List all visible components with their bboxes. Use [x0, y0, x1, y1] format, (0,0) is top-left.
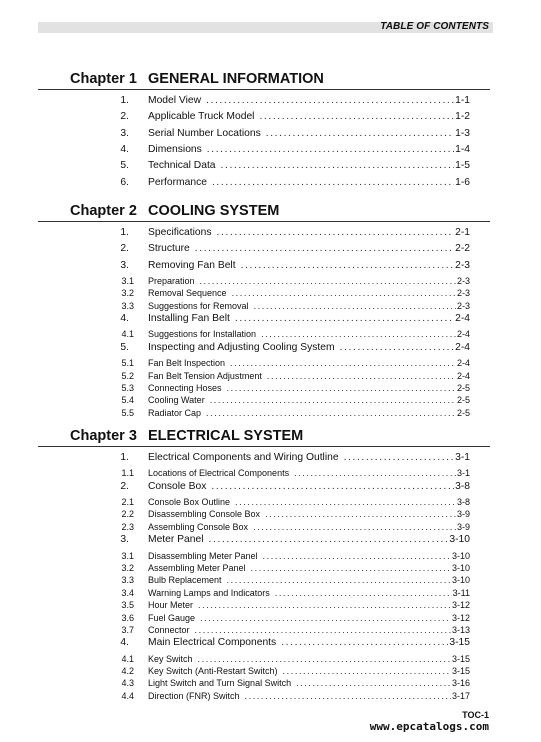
dot-leader	[227, 575, 451, 585]
toc-subentry[interactable]	[0, 600, 541, 612]
entry-number: 4.1	[121, 329, 134, 340]
toc-subentry[interactable]	[0, 329, 541, 341]
toc-subentry[interactable]	[0, 575, 541, 587]
dot-leader	[206, 95, 454, 106]
entry-title: Model View	[148, 95, 202, 106]
dot-leader	[198, 654, 451, 664]
entry-page-number: 2-4	[455, 341, 470, 353]
entry-page-number: 1-3	[455, 127, 470, 139]
entry-title: Specifications	[148, 227, 212, 238]
dot-leader	[261, 329, 456, 339]
chapter-divider	[38, 221, 490, 222]
entry-number: 5.1	[121, 358, 134, 369]
entry-title: Removal Sequence	[148, 288, 227, 299]
entry-number: 5.	[120, 160, 129, 172]
entry-number: 3.	[120, 534, 129, 546]
entry-page-number: 3-1	[455, 452, 470, 463]
entry-page-number: 2-5	[456, 382, 470, 393]
toc-entry[interactable]	[0, 481, 541, 495]
entry-number: 5.3	[121, 382, 134, 393]
entry-number: 3.3	[121, 575, 134, 586]
entry-number: 2.3	[121, 521, 134, 532]
toc-subentry[interactable]	[0, 408, 541, 420]
toc-entry[interactable]	[0, 342, 541, 356]
toc-subentry[interactable]	[0, 678, 541, 690]
entry-number: 2.	[120, 111, 129, 123]
toc-subentry[interactable]	[0, 551, 541, 563]
toc-entry[interactable]	[0, 128, 541, 142]
dot-leader	[275, 588, 452, 598]
page-title: TABLE OF CONTENTS	[380, 21, 489, 32]
entry-page-number: 1-2	[455, 111, 470, 123]
entry-page-number: 1-6	[455, 176, 470, 188]
dot-leader	[206, 408, 456, 418]
entry-page-number: 3-9	[456, 521, 470, 532]
entry-page-number: 2-3	[456, 288, 470, 299]
entry-number: 3.4	[121, 587, 134, 598]
toc-subentry[interactable]	[0, 497, 541, 509]
chapter-divider	[38, 446, 490, 447]
dot-leader	[217, 227, 455, 238]
entry-title: Hour Meter	[148, 600, 194, 611]
chapter-number: Chapter 2	[70, 203, 137, 219]
entry-number: 3.6	[121, 612, 134, 623]
entry-title: Disassembling Meter Panel	[148, 550, 258, 561]
entry-page-number: 3-12	[451, 612, 470, 623]
toc-entry[interactable]	[0, 260, 541, 274]
entry-title: Dimensions	[148, 143, 202, 155]
entry-number: 3.2	[121, 288, 134, 299]
toc-subentry[interactable]	[0, 301, 541, 313]
entry-page-number: 2-5	[456, 395, 470, 406]
entry-page-number: 1-1	[455, 95, 470, 106]
entry-title: Console Box	[148, 480, 207, 492]
entry-number: 3.3	[121, 300, 134, 311]
entry-title: Removing Fan Belt	[148, 259, 236, 271]
entry-title: Key Switch (Anti-Restart Switch)	[148, 666, 278, 676]
entry-number: 6.	[120, 176, 129, 188]
dot-leader	[283, 666, 451, 676]
toc-subentry[interactable]	[0, 468, 541, 480]
dot-leader	[235, 497, 456, 507]
entry-page-number: 3-10	[451, 575, 470, 586]
toc-entry[interactable]	[0, 177, 541, 191]
entry-page-number: 2-1	[455, 227, 470, 238]
dot-leader	[296, 678, 451, 688]
toc-entry[interactable]	[0, 243, 541, 257]
entry-title: Assembling Meter Panel	[148, 562, 246, 573]
entry-page-number: 2-3	[455, 259, 470, 271]
entry-title: Applicable Truck Model	[148, 111, 255, 123]
entry-title: Warning Lamps and Indicators	[148, 587, 270, 598]
entry-number: 1.	[120, 227, 129, 238]
dot-leader	[263, 551, 451, 561]
chapter-title: COOLING SYSTEM	[148, 203, 280, 219]
toc-subentry[interactable]	[0, 371, 541, 383]
entry-title: Connecting Hoses	[148, 382, 222, 393]
entry-number: 2.	[120, 480, 129, 492]
entry-title: Disassembling Console Box	[148, 509, 261, 520]
dot-leader	[200, 276, 456, 286]
toc-subentry[interactable]	[0, 395, 541, 407]
entry-page-number: 2-3	[456, 275, 470, 286]
entry-page-number: 2-4	[455, 313, 470, 325]
entry-number: 2.2	[121, 509, 134, 520]
entry-title: Structure	[148, 243, 190, 255]
entry-page-number: 3-11	[452, 587, 470, 598]
entry-number: 5.2	[121, 370, 134, 381]
entry-title: Electrical Components and Wiring Outline	[148, 452, 339, 463]
dot-leader	[232, 288, 456, 298]
entry-number: 4.	[120, 313, 129, 325]
entry-title: Performance	[148, 176, 207, 188]
entry-page-number: 3-16	[451, 678, 470, 689]
entry-page-number: 3-9	[456, 509, 470, 520]
entry-page-number: 3-10	[451, 562, 470, 573]
entry-page-number: 3-10	[451, 550, 470, 561]
entry-page-number: 3-10	[449, 534, 470, 546]
dot-leader	[259, 111, 454, 122]
dot-leader	[265, 509, 456, 519]
entry-title: Assembling Console Box	[148, 521, 249, 532]
entry-title: Main Electrical Components	[148, 637, 277, 649]
entry-title: Suggestions for Installation	[148, 329, 257, 340]
entry-page-number: 2-4	[456, 370, 470, 381]
dot-leader	[253, 522, 456, 532]
toc-subentry[interactable]	[0, 691, 541, 703]
dot-leader	[212, 177, 454, 188]
chapter-heading	[0, 68, 541, 90]
dot-leader	[254, 301, 456, 311]
toc-subentry[interactable]	[0, 666, 541, 678]
entry-number: 1.	[120, 452, 129, 463]
dot-leader	[344, 452, 455, 463]
dot-leader	[251, 563, 451, 573]
entry-number: 4.1	[121, 653, 134, 664]
toc-subentry[interactable]	[0, 654, 541, 666]
entry-title: Fan Belt Inspection	[148, 358, 226, 369]
entry-title: Key Switch	[148, 653, 193, 664]
entry-number: 5.5	[121, 407, 134, 418]
entry-title: Direction (FNR) Switch	[148, 690, 240, 701]
entry-page-number: 1-5	[455, 160, 470, 172]
toc-entry[interactable]	[0, 160, 541, 174]
chapter-number: Chapter 3	[70, 428, 137, 444]
dot-leader	[210, 395, 456, 405]
entry-title: Meter Panel	[148, 534, 204, 546]
entry-page-number: 2-4	[456, 329, 470, 340]
entry-page-number: 3-12	[451, 600, 470, 611]
dot-leader	[266, 128, 454, 139]
entry-title: Cooling Water	[148, 395, 205, 406]
entry-page-number: 1-4	[455, 143, 470, 155]
chapter-heading	[0, 425, 541, 447]
entry-page-number: 2-3	[456, 300, 470, 311]
dot-leader	[195, 625, 451, 635]
toc-subentry[interactable]	[0, 276, 541, 288]
entry-number: 4.3	[121, 678, 134, 689]
entry-title: Radiator Cap	[148, 407, 202, 418]
toc-subentry[interactable]	[0, 563, 541, 575]
entry-number: 3.5	[121, 600, 134, 611]
dot-leader	[207, 144, 454, 155]
entry-number: 4.2	[121, 666, 134, 676]
toc-subentry[interactable]	[0, 522, 541, 534]
entry-title: Console Box Outline	[148, 497, 231, 507]
watermark-url: www.epcatalogs.com	[369, 720, 489, 733]
entry-number: 3.	[120, 259, 129, 271]
entry-number: 2.	[120, 243, 129, 255]
chapter-title: ELECTRICAL SYSTEM	[148, 428, 304, 444]
chapter-heading	[0, 200, 541, 222]
entry-title: Locations of Electrical Components	[148, 468, 290, 479]
entry-number: 3.2	[121, 562, 134, 573]
entry-number: 4.	[120, 143, 129, 155]
dot-leader	[340, 342, 455, 353]
entry-title: Serial Number Locations	[148, 127, 261, 139]
toc-subentry[interactable]	[0, 613, 541, 625]
entry-title: Installing Fan Belt	[148, 313, 230, 325]
entry-page-number: 3-15	[451, 666, 470, 676]
dot-leader	[245, 691, 451, 701]
toc-entry[interactable]	[0, 637, 541, 651]
chapter-divider	[38, 89, 490, 90]
entry-number: 1.	[120, 95, 129, 106]
entry-title: Bulb Replacement	[148, 575, 222, 586]
toc-entry[interactable]	[0, 144, 541, 158]
dot-leader	[221, 160, 455, 171]
entry-page-number: 2-2	[455, 243, 470, 255]
toc-entry[interactable]	[0, 313, 541, 327]
dot-leader	[211, 481, 454, 492]
page-number: TOC-1	[462, 710, 489, 720]
entry-page-number: 3-15	[451, 653, 470, 664]
dot-leader	[209, 534, 449, 545]
entry-page-number: 3-8	[455, 480, 470, 492]
entry-page-number: 2-4	[456, 358, 470, 369]
dot-leader	[281, 637, 448, 648]
entry-number: 3.	[120, 127, 129, 139]
entry-number: 1.1	[121, 468, 134, 479]
entry-title: Connector	[148, 624, 190, 635]
toc-entry[interactable]	[0, 534, 541, 548]
entry-title: Suggestions for Removal	[148, 300, 249, 311]
toc-entry[interactable]	[0, 111, 541, 125]
toc-entry[interactable]	[0, 452, 541, 466]
entry-title: Fuel Gauge	[148, 612, 196, 623]
entry-page-number: 3-17	[451, 690, 470, 701]
entry-page-number: 2-5	[456, 407, 470, 418]
dot-leader	[235, 313, 454, 324]
toc-subentry[interactable]	[0, 588, 541, 600]
entry-page-number: 3-1	[456, 468, 470, 479]
dot-leader	[200, 613, 451, 623]
entry-title: Inspecting and Adjusting Cooling System	[148, 341, 335, 353]
dot-leader	[227, 383, 456, 393]
entry-page-number: 3-13	[451, 624, 470, 635]
chapter-title: GENERAL INFORMATION	[148, 71, 324, 87]
chapter-number: Chapter 1	[70, 71, 137, 87]
entry-number: 4.4	[121, 690, 134, 701]
toc-subentry[interactable]	[0, 383, 541, 395]
entry-title: Fan Belt Tension Adjustment	[148, 370, 262, 381]
entry-number: 3.1	[121, 275, 134, 286]
toc-subentry[interactable]	[0, 358, 541, 370]
entry-number: 3.1	[121, 550, 134, 561]
dot-leader	[241, 260, 455, 271]
entry-number: 3.7	[121, 624, 134, 635]
toc-subentry[interactable]	[0, 625, 541, 637]
dot-leader	[267, 371, 456, 381]
entry-title: Preparation	[148, 275, 195, 286]
toc-subentry[interactable]	[0, 509, 541, 521]
entry-number: 2.1	[121, 497, 134, 507]
entry-title: Technical Data	[148, 160, 216, 172]
toc-subentry[interactable]	[0, 288, 541, 300]
toc-entry[interactable]	[0, 95, 541, 109]
entry-number: 5.	[120, 341, 129, 353]
dot-leader	[294, 468, 456, 478]
dot-leader	[198, 600, 451, 610]
entry-number: 4.	[120, 637, 129, 649]
dot-leader	[195, 243, 454, 254]
entry-page-number: 3-15	[449, 637, 470, 649]
dot-leader	[230, 358, 456, 368]
toc-entry[interactable]	[0, 227, 541, 241]
entry-number: 5.4	[121, 395, 134, 406]
entry-page-number: 3-8	[456, 497, 470, 507]
entry-title: Light Switch and Turn Signal Switch	[148, 678, 292, 689]
